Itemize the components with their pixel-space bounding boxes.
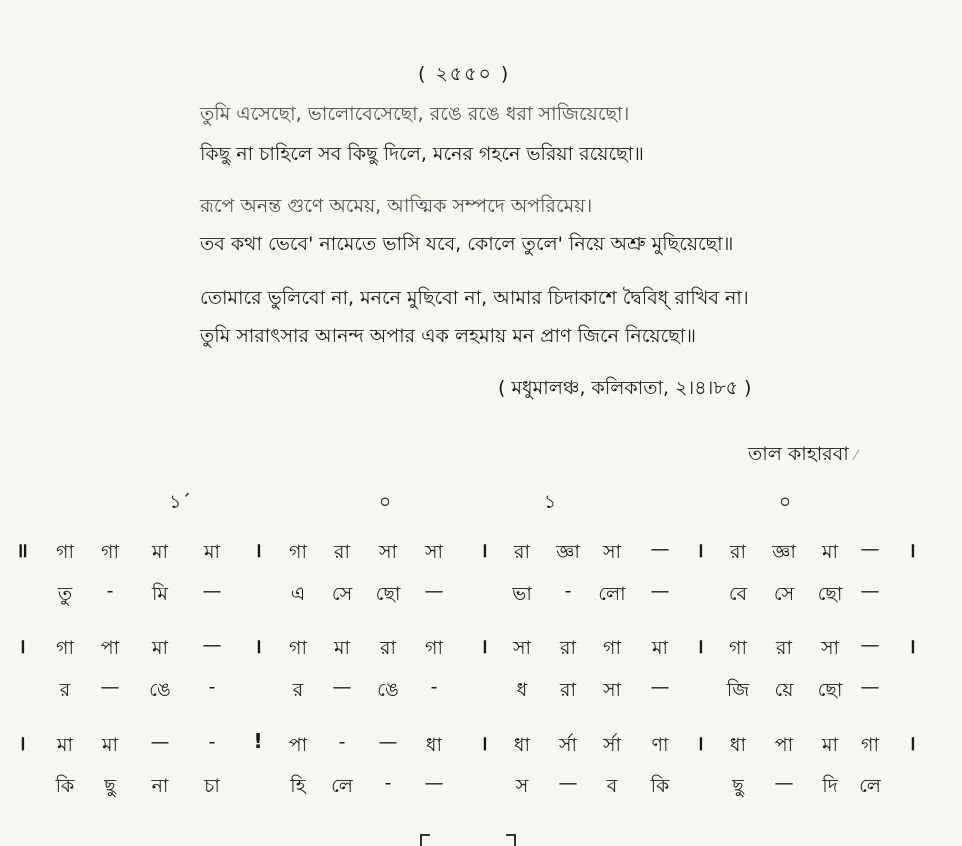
lyric-syllable: রা [560,679,576,701]
swara-note: পা [100,637,120,659]
swara-note: গা [861,734,879,756]
swara-note: — [202,634,222,656]
swara-note: মা [651,637,669,659]
swara-note: সা [424,541,444,563]
page-footer-bracket [420,826,520,846]
lyric-syllable: — [860,580,880,602]
beat-marker: ০ [778,491,792,513]
swara-note: — [860,538,880,560]
swara-note: - [208,731,216,753]
lyric-syllable: কি [650,775,670,797]
verse-line-2: কিছু না চাহিলে সব কিছু দিলে, মনের গহনে ভরিয়া রয়েছো॥ [200,143,644,165]
swara-note: র্সা [602,734,622,756]
verse-line-6: তুমি সারাৎসার আনন্দ অপার এক লহমায় মন প্রাণ জিনে নিয়েছো॥ [200,325,696,347]
notation-bar-line: ! [253,729,263,753]
lyric-syllable: — [774,772,794,794]
lyric-syllable: হি [290,775,306,797]
lyric-syllable: সে [773,583,795,605]
lyric-syllable: - [564,580,572,602]
lyric-syllable: কি [55,775,75,797]
lyric-syllable: সে [331,583,353,605]
swara-note: মা [203,541,221,563]
swara-note: — [650,538,670,560]
notation-bar-line: । [480,538,488,562]
lyric-syllable: লে [331,775,353,797]
lyric-syllable: — [202,580,222,602]
swara-note: মা [333,637,351,659]
lyric-syllable: মি [152,583,168,605]
swara-note: মা [151,541,169,563]
swara-note: গা [56,637,74,659]
lyric-syllable: ভা [512,583,532,605]
lyric-syllable: — [424,580,444,602]
swara-note: রা [730,541,746,563]
taal-name: তাল কাহারবা [748,443,849,465]
verse-line-1: তুমি এসেছো, ভালোবেসেছো, রঙে রঙে ধরা সাজিয়েছো। [200,103,630,125]
swara-note: — [150,731,170,753]
swara-note: ধা [513,734,531,756]
verse-line-4: তব কথা ভেবে' নামেতে ভাসি যবে, কোলে তুলে' নিয়ে অশ্রু মুছিয়েছো॥ [200,233,734,255]
swara-note: গা [289,541,307,563]
taal-label [748,440,857,472]
notation-bar-line: । [254,634,262,658]
swara-note: সা [512,637,532,659]
lyric-syllable: বে [728,583,748,605]
swara-note: গা [101,541,119,563]
lyric-syllable: তু [57,583,73,605]
swara-note: রা [776,637,792,659]
notation-bar-line: । [480,731,488,755]
pencil-mark-icon: ⁄ [854,448,858,464]
swara-note: জ্ঞা [556,541,580,563]
lyric-syllable: ছু [732,775,744,797]
lyric-syllable: - [208,676,216,698]
swara-note: গা [425,637,443,659]
lyric-syllable: ছো [817,583,843,605]
song-number: ( ২৫৫০ ) [418,63,511,85]
swara-note: সা [378,541,398,563]
notation-start-bar: । [18,731,26,755]
lyric-syllable: র [292,679,304,701]
swara-note: মা [821,541,839,563]
notation-bar-line: । [254,538,262,562]
lyric-syllable: সা [602,679,622,701]
verse-line-5: তোমারে ভুলিবো না, মননে মুছিবো না, আমার চিদাকাশে দ্বৈবিধ্ রাখিব না। [200,287,749,309]
lyric-syllable: — [100,676,120,698]
lyric-syllable: না [151,775,169,797]
lyric-syllable: জি [726,679,750,701]
swara-note: গা [289,637,307,659]
lyric-syllable: য়ে [774,679,794,701]
lyric-syllable: ছু [104,775,116,797]
verse-line-3: রূপে অনন্ত গুণে অমেয়, আত্মিক সম্পদে অপরিমেয়। [200,195,593,217]
notation-start-bar: । [18,634,26,658]
lyric-syllable: — [650,676,670,698]
lyric-syllable: — [860,676,880,698]
swara-note: ধা [425,734,443,756]
swara-note: র্সা [558,734,578,756]
swara-note: - [338,731,346,753]
notation-bar-line: । [696,634,704,658]
notation-bar-line: । [696,731,704,755]
lyric-syllable: — [424,772,444,794]
notation-bar-line: । [696,538,704,562]
lyric-syllable: — [558,772,578,794]
notation-bar-line: । [480,634,488,658]
swara-note: রা [514,541,530,563]
beat-marker: ০ [378,491,392,513]
notation-bar-line: । [908,634,916,658]
lyric-syllable: ধ [516,679,528,701]
swara-note: রা [334,541,350,563]
swara-note: — [860,634,880,656]
lyric-syllable: — [650,580,670,602]
swara-note: সা [820,637,840,659]
swara-note: মা [151,637,169,659]
lyric-syllable: - [430,676,438,698]
lyric-syllable: ছো [817,679,843,701]
lyric-syllable: ঙে [377,679,399,701]
lyric-syllable: ছো [375,583,401,605]
swara-note: ধা [729,734,747,756]
lyric-syllable: র [59,679,71,701]
lyric-syllable: — [332,676,352,698]
lyric-syllable: - [384,772,392,794]
lyric-syllable: দি [822,775,838,797]
swara-note: মা [56,734,74,756]
lyric-syllable: লে [859,775,881,797]
lyric-syllable: ব [606,775,618,797]
lyric-syllable: স [515,775,529,797]
lyric-syllable: লো [598,583,626,605]
swara-note: পা [288,734,308,756]
lyric-syllable: চা [204,775,220,797]
swara-note: মা [821,734,839,756]
swara-note: ণা [651,734,669,756]
swara-note: মা [101,734,119,756]
lyric-syllable: ঙে [149,679,171,701]
swara-note: পা [774,734,794,756]
swara-note: রা [380,637,396,659]
swara-note: গা [603,637,621,659]
swara-note: গা [56,541,74,563]
notation-bar-line: । [908,538,916,562]
lyric-syllable: এ [290,583,306,605]
swara-note: রা [560,637,576,659]
swara-note: গা [729,637,747,659]
source-attribution: ( মধুমালঞ্চ, কলিকাতা, ২।৪।৮৫ ) [498,377,752,399]
notation-start-bar: ॥ [16,538,28,562]
beat-marker: ১ [543,491,557,513]
swara-note: সা [602,541,622,563]
beat-marker: ১´ [169,491,191,513]
swara-note: — [378,731,398,753]
swara-note: জ্ঞা [772,541,796,563]
lyric-syllable: - [106,580,114,602]
notation-bar-line: । [908,731,916,755]
